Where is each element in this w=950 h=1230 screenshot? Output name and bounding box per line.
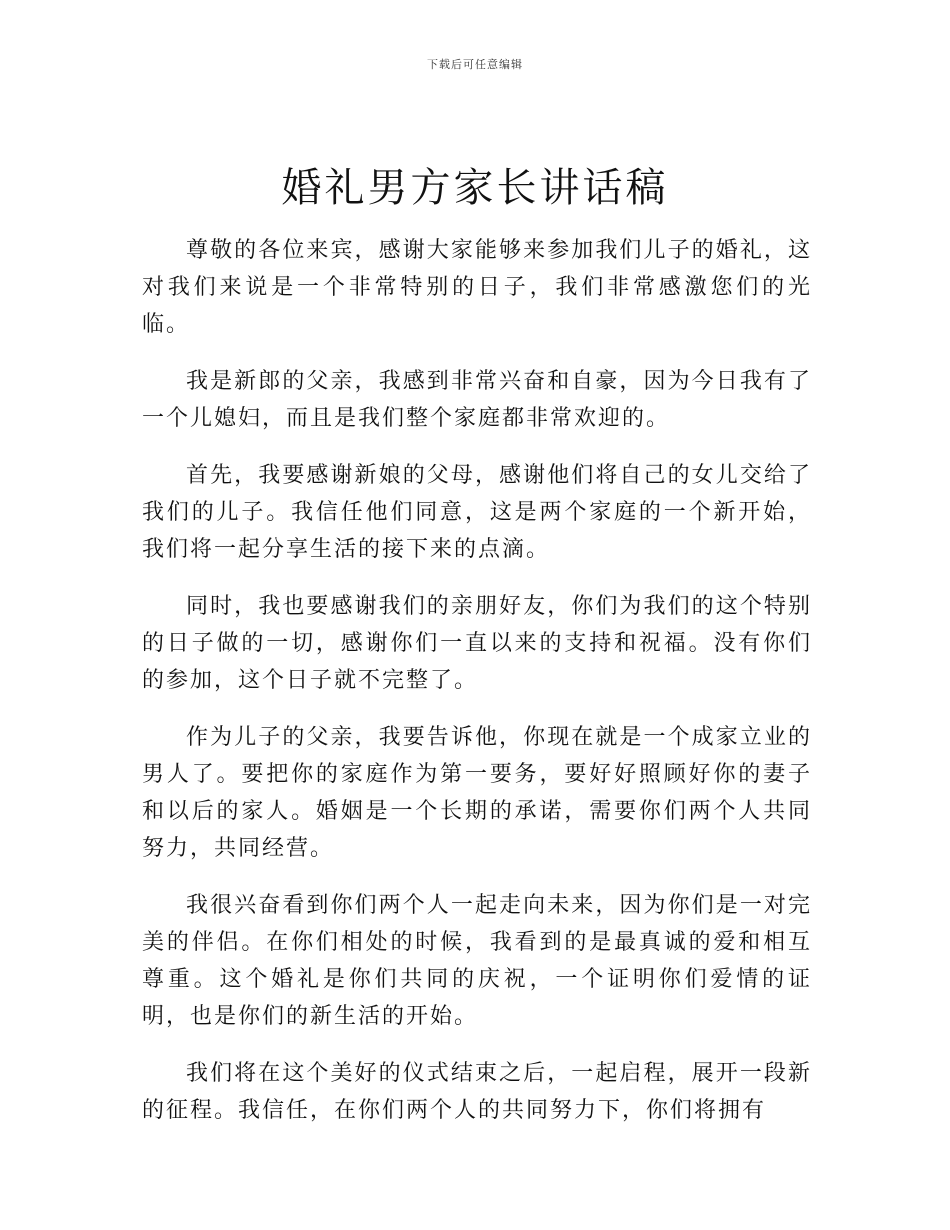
header-note: 下载后可任意编辑 [427, 58, 523, 71]
paragraph-7: 我们将在这个美好的仪式结束之后，一起启程，展开一段新的征程。我信任，在你们两个人的共同努力下，你们将拥有 [142, 1061, 812, 1123]
paragraph-5: 作为儿子的父亲，我要告诉他，你现在就是一个成家立业的男人了。要把你的家庭作为第一要务，要好好照顾好你的妻子和以后的家人。婚姻是一个长期的承诺，需要你们两个人共同努力，共同经营。 [142, 725, 812, 861]
document-body [142, 232, 812, 1149]
paragraph-4: 同时，我也要感谢我们的亲朋好友，你们为我们的这个特别的日子做的一切，感谢你们一直以来的支持和祝福。没有你们的参加，这个日子就不完整了。 [142, 594, 812, 693]
paragraph-3: 首先，我要感谢新娘的父母，感谢他们将自己的女儿交给了我们的儿子。我信任他们同意，这是两个家庭的一个新开始，我们将一起分享生活的接下来的点滴。 [142, 463, 812, 562]
paragraph-2: 我是新郎的父亲，我感到非常兴奋和自豪，因为今日我有了一个儿媳妇，而且是我们整个家庭都非常欢迎的。 [142, 369, 812, 431]
paragraph-6: 我很兴奋看到你们两个人一起走向未来，因为你们是一对完美的伴侣。在你们相处的时候，我看到的是最真诚的爱和相互尊重。这个婚礼是你们共同的庆祝，一个证明你们爱情的证明，也是你们的新生活的开始。 [142, 893, 812, 1029]
paragraph-1: 尊敬的各位来宾，感谢大家能够来参加我们儿子的婚礼，这对我们来说是一个非常特别的日子，我们非常感激您们的光临。 [142, 238, 812, 337]
page-title: 婚礼男方家长讲话稿 [281, 165, 669, 211]
